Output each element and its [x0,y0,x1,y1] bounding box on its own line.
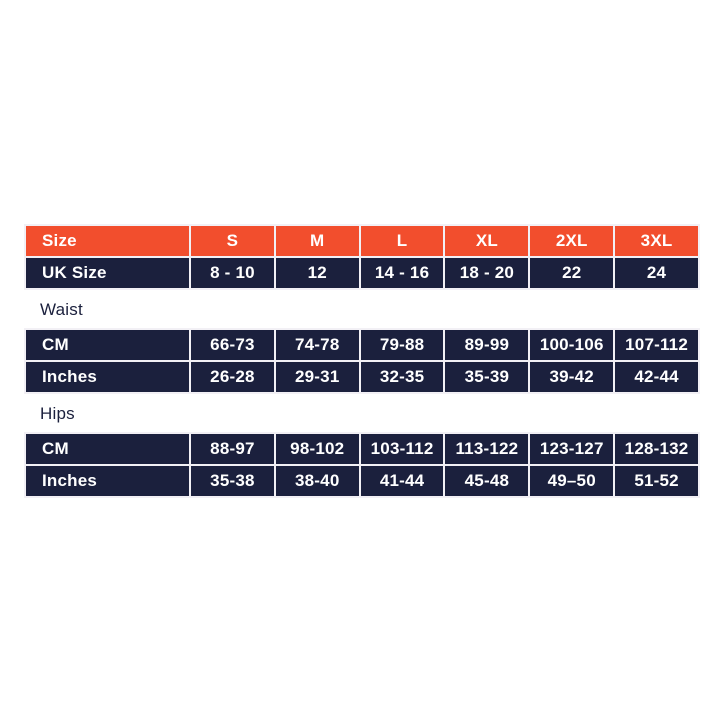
value-cell: 32-35 [360,361,445,393]
waist-table [24,328,700,394]
value-cell: 74-78 [275,329,360,361]
row-label-cell: Inches [25,465,190,497]
waist-cm-row [25,329,699,361]
hips-table [24,432,700,498]
value-cell: 42-44 [614,361,699,393]
header-cell-l: L [360,225,445,257]
header-cell-size: Size [25,225,190,257]
header-cell-xl: XL [444,225,529,257]
size-chart-container [24,224,700,498]
value-cell: 98-102 [275,433,360,465]
uk-size-row [25,257,699,289]
hips-section-title: Hips [40,404,75,423]
value-cell: 103-112 [360,433,445,465]
hips-cm-row [25,433,699,465]
size-header-row [25,225,699,257]
value-cell: 107-112 [614,329,699,361]
size-table [24,224,700,290]
value-cell: 12 [275,257,360,289]
hips-inches-row [25,465,699,497]
row-label-cell: CM [25,329,190,361]
value-cell: 49–50 [529,465,614,497]
row-label-cell: Inches [25,361,190,393]
value-cell: 89-99 [444,329,529,361]
waist-inches-row [25,361,699,393]
value-cell: 39-42 [529,361,614,393]
value-cell: 45-48 [444,465,529,497]
value-cell: 8 - 10 [190,257,275,289]
header-cell-3xl: 3XL [614,225,699,257]
value-cell: 38-40 [275,465,360,497]
value-cell: 29-31 [275,361,360,393]
value-cell: 123-127 [529,433,614,465]
value-cell: 14 - 16 [360,257,445,289]
value-cell: 18 - 20 [444,257,529,289]
row-label-cell: CM [25,433,190,465]
waist-section-title: Waist [40,300,83,319]
value-cell: 66-73 [190,329,275,361]
row-label-cell: UK Size [25,257,190,289]
header-cell-s: S [190,225,275,257]
value-cell: 79-88 [360,329,445,361]
header-cell-m: M [275,225,360,257]
value-cell: 88-97 [190,433,275,465]
value-cell: 51-52 [614,465,699,497]
value-cell: 41-44 [360,465,445,497]
value-cell: 26-28 [190,361,275,393]
value-cell: 24 [614,257,699,289]
value-cell: 128-132 [614,433,699,465]
value-cell: 35-39 [444,361,529,393]
value-cell: 113-122 [444,433,529,465]
value-cell: 35-38 [190,465,275,497]
value-cell: 100-106 [529,329,614,361]
value-cell: 22 [529,257,614,289]
header-cell-2xl: 2XL [529,225,614,257]
